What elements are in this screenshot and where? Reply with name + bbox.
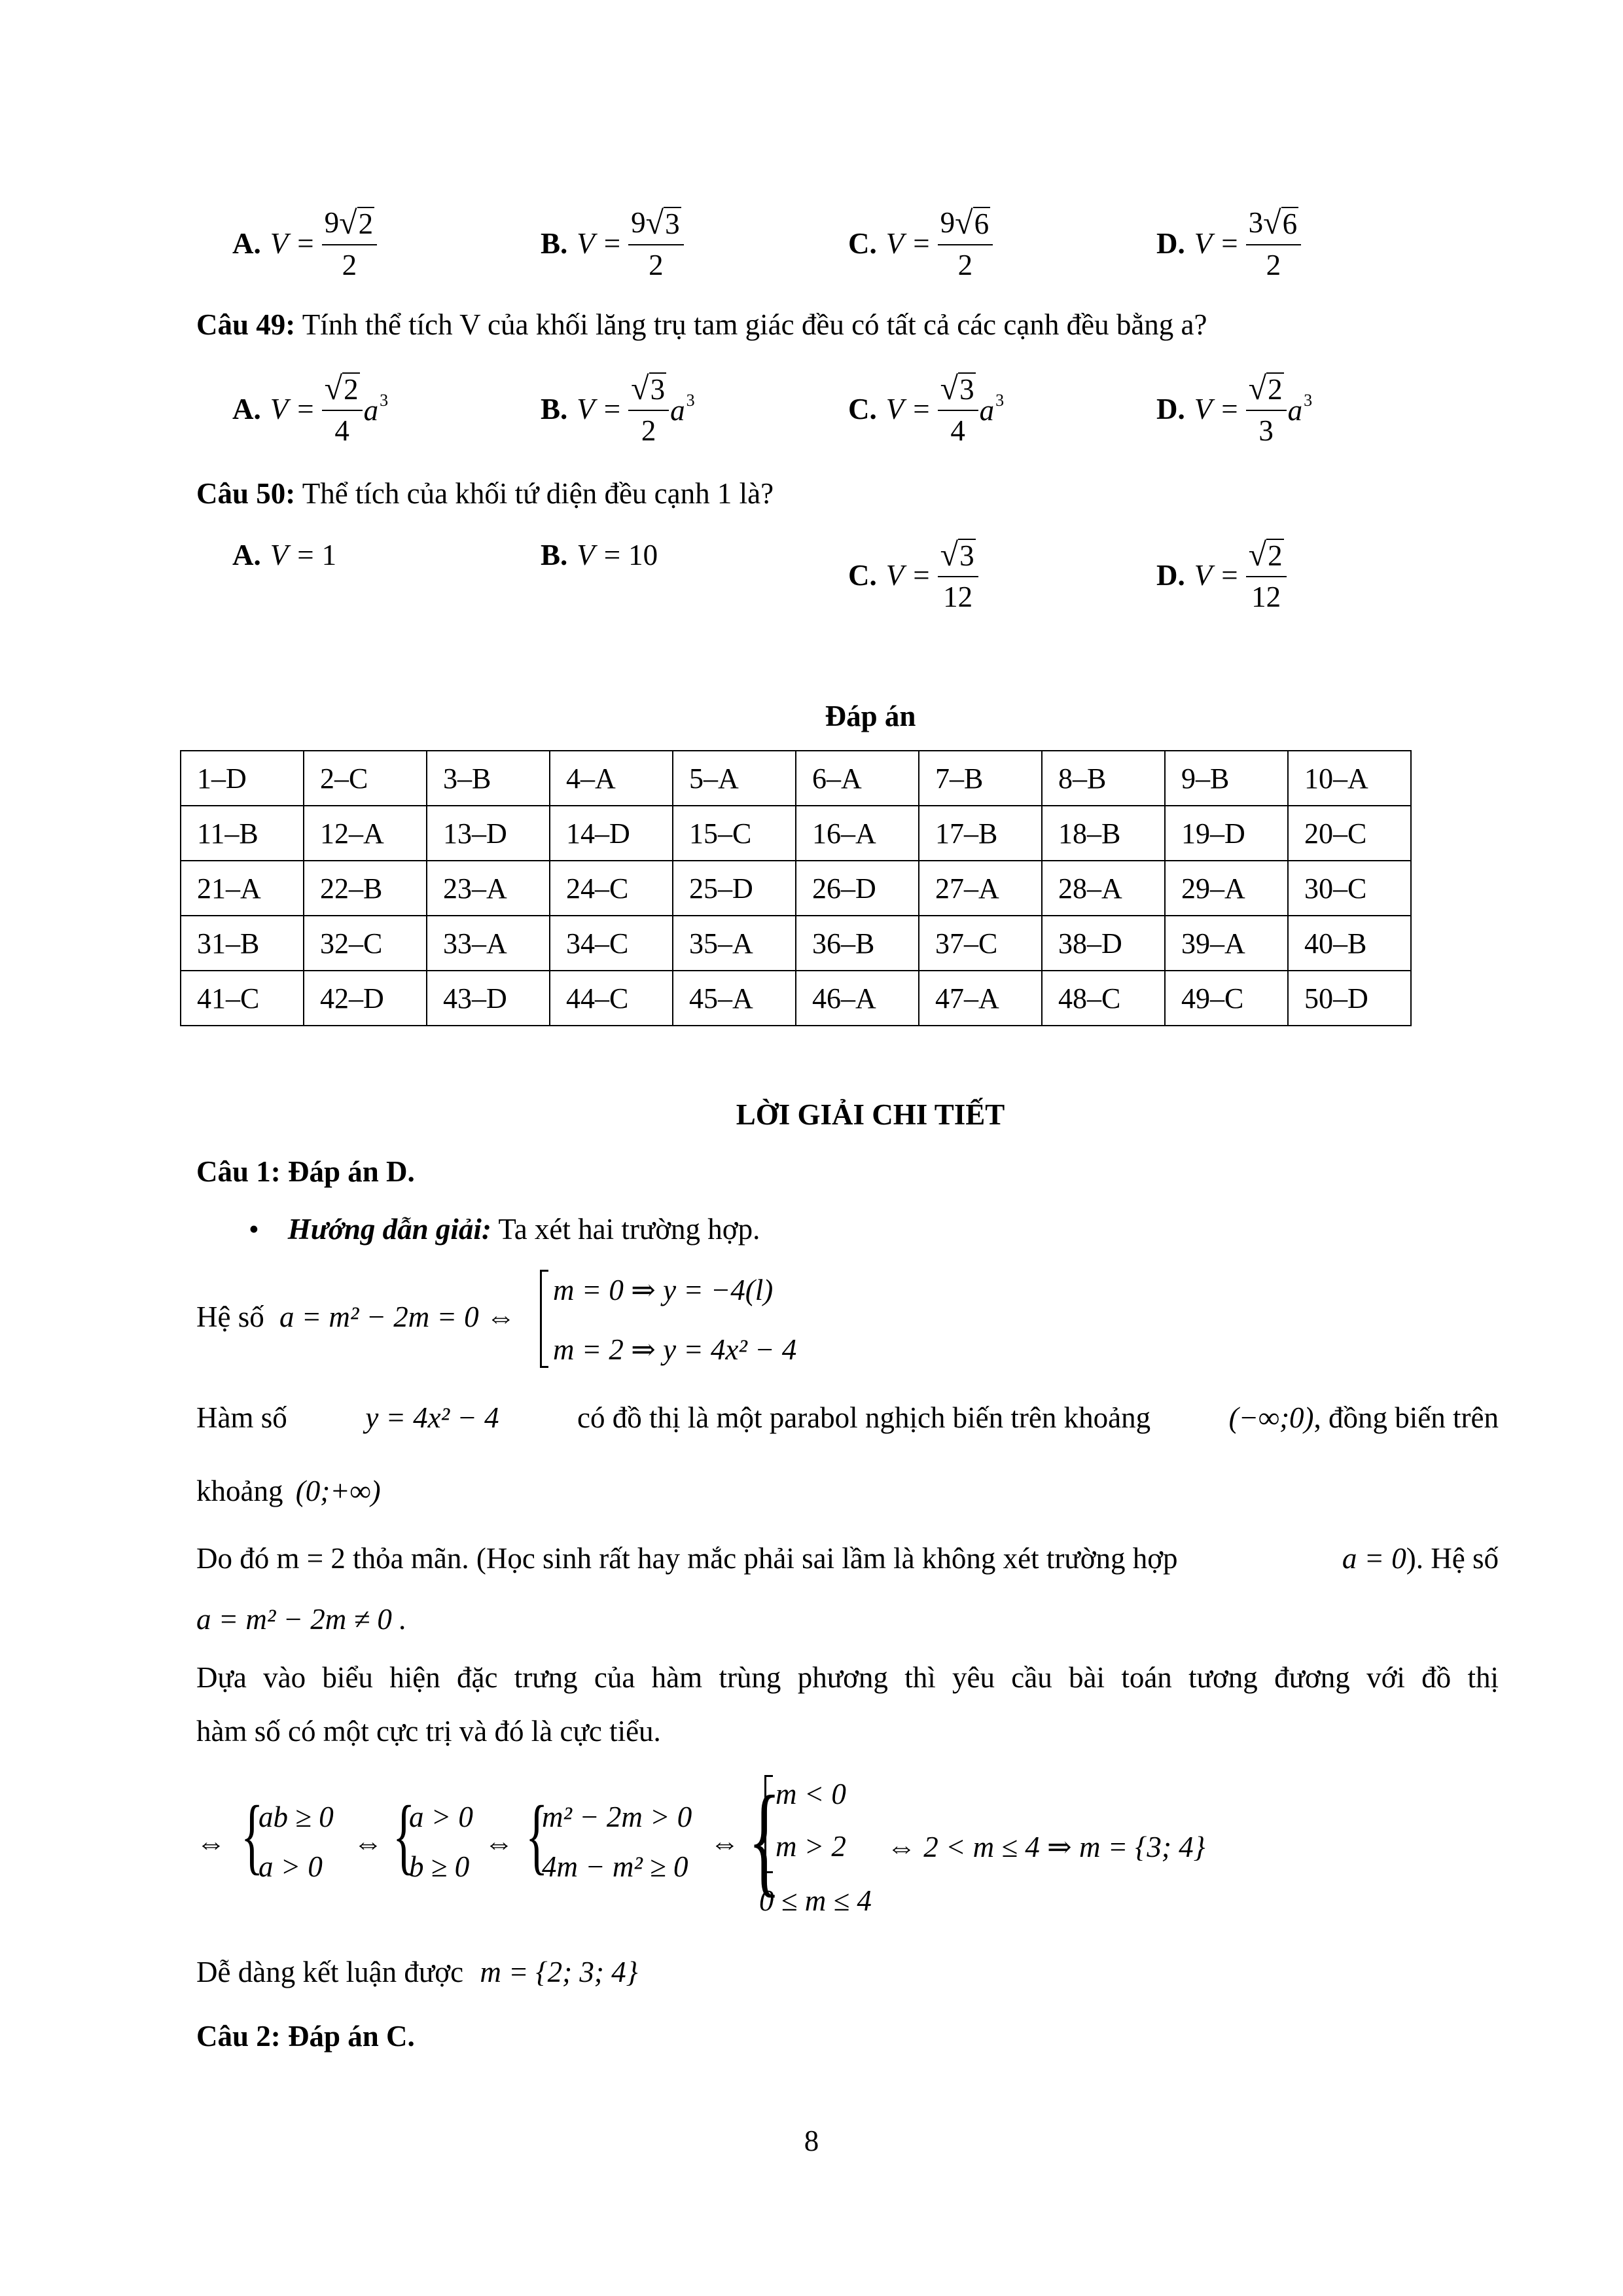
radical-sign: √: [940, 370, 959, 406]
s1-p2-line1: [196, 1541, 1499, 1575]
sys4-or-a: m < 0: [776, 1778, 846, 1810]
option-variable: V: [270, 539, 289, 571]
s1-p1-int1: (−∞;0): [1228, 1401, 1314, 1434]
sys3-a: m² − 2m > 0: [542, 1801, 692, 1833]
s1-p2-b: ). Hệ số: [1406, 1542, 1499, 1575]
option-expression: [886, 372, 1004, 446]
square-root-radicand: 6: [1282, 207, 1298, 240]
s1-p1-d: khoảng: [196, 1475, 283, 1507]
numerator: [1246, 538, 1287, 577]
q49-question: [196, 308, 1207, 342]
coefficient: 3: [1248, 206, 1264, 239]
answer-cell: 44–C: [550, 971, 673, 1026]
radical-sign: √: [645, 204, 664, 241]
answer-cell: 10–A: [1288, 751, 1411, 806]
answer-cell: 19–D: [1165, 806, 1288, 861]
s1-p1-line2: [196, 1474, 381, 1508]
answer-cell: 11–B: [181, 806, 304, 861]
answer-cell: 20–C: [1288, 806, 1411, 861]
answer-cell: 37–C: [919, 916, 1042, 971]
option-variable: V: [1194, 392, 1213, 425]
square-root: [940, 372, 976, 404]
numerator: [322, 372, 363, 411]
s1-p1-line1: [196, 1401, 1499, 1435]
exponent: 3: [995, 390, 1005, 410]
answer-cell: 30–C: [1288, 861, 1411, 916]
answer-cell: 14–D: [550, 806, 673, 861]
s1-p3-line2: hàm số có một cực trị và đó là cực tiểu.: [196, 1715, 661, 1748]
table-row: [181, 751, 1411, 806]
square-root-radicand: 2: [1268, 373, 1283, 406]
square-root: [631, 372, 666, 404]
solution-title: LỜI GIẢI CHI TIẾT: [736, 1098, 1005, 1131]
s1-conclusion-a: Dễ dàng kết luận được: [196, 1956, 464, 1988]
denominator: 2: [649, 249, 664, 281]
answer-cell: 3–B: [427, 751, 550, 806]
answer-cell: 50–D: [1288, 971, 1411, 1026]
answer-cell: 15–C: [673, 806, 796, 861]
answer-cell: 25–D: [673, 861, 796, 916]
option-letter: D.: [1156, 226, 1185, 260]
radical-sign: √: [631, 370, 649, 406]
square-root-radicand: 2: [344, 373, 359, 406]
numerator: [1246, 206, 1301, 245]
option-letter: C.: [848, 392, 877, 425]
answer-cell: 34–C: [550, 916, 673, 971]
answer-cell: 16–A: [796, 806, 919, 861]
option-expression: [886, 206, 993, 280]
answer-cell: 38–D: [1042, 916, 1165, 971]
option-letter: A.: [232, 226, 261, 260]
q49-option-c: [848, 372, 1004, 446]
s1-p1-a: Hàm số: [196, 1401, 287, 1434]
s1-p2-a: Do đó m = 2 thỏa mãn. (Học sinh rất hay mắc phải sai lầm là không xét trường hợp: [196, 1542, 1178, 1575]
option-expression: [577, 206, 683, 280]
equals-sign: =: [603, 226, 621, 260]
sys2-a: a > 0: [409, 1801, 473, 1833]
option-expression: [270, 372, 388, 446]
table-row: [181, 916, 1411, 971]
radical-sign: √: [1248, 536, 1267, 573]
q49-text: Tính thể tích V của khối lăng trụ tam giác đều có tất cả các cạnh đều bằng a?: [302, 308, 1207, 341]
s2-heading: Câu 2: Đáp án C.: [196, 2020, 415, 2053]
q50-option-b: [541, 538, 658, 572]
answer-cell: 23–A: [427, 861, 550, 916]
equals-sign: =: [1221, 226, 1238, 260]
q48-option-d: [1156, 206, 1301, 280]
equals-sign: =: [913, 226, 930, 260]
q50-text: Thể tích của khối tứ diện đều cạnh 1 là?: [302, 477, 774, 510]
answer-cell: 36–B: [796, 916, 919, 971]
option-variable: V: [885, 558, 904, 592]
fraction: [938, 206, 993, 280]
sys1-a: ab ≥ 0: [259, 1801, 334, 1833]
option-variable: V: [1194, 226, 1213, 260]
answer-cell: 43–D: [427, 971, 550, 1026]
answer-cell: 1–D: [181, 751, 304, 806]
option-variable: V: [270, 392, 289, 425]
answer-cell: 6–A: [796, 751, 919, 806]
s1-p2-eq: a = 0: [1342, 1542, 1406, 1575]
s1-conclusion: [196, 1955, 638, 1989]
answer-cell: 41–C: [181, 971, 304, 1026]
q50-label: Câu 50:: [196, 477, 296, 510]
option-value: 10: [628, 539, 658, 571]
square-root-radicand: 3: [959, 373, 974, 406]
s1-case2: m = 2 ⇒ y = 4x² − 4: [553, 1333, 797, 1366]
sys-equiv-4: ⇔: [710, 1827, 740, 1859]
answer-cell: 29–A: [1165, 861, 1288, 916]
answer-cell: 21–A: [181, 861, 304, 916]
answer-cell: 17–B: [919, 806, 1042, 861]
answer-cell: 28–A: [1042, 861, 1165, 916]
sys4-or-bracket: [764, 1775, 766, 1873]
s1-bullet-label: Hướng dẫn giải:: [287, 1213, 491, 1246]
square-root: [955, 206, 990, 239]
fraction: [628, 372, 669, 446]
option-letter: C.: [848, 558, 877, 592]
fraction: [322, 206, 377, 280]
sys1-brace: {: [241, 1789, 264, 1883]
answer-cell: 8–B: [1042, 751, 1165, 806]
answer-cell: 13–D: [427, 806, 550, 861]
q50-option-c: [848, 538, 978, 612]
denominator: 2: [641, 414, 656, 447]
s1-p1-c: , đồng biến trên: [1313, 1401, 1499, 1434]
square-root: [1249, 372, 1284, 404]
equals-sign: =: [297, 392, 314, 425]
radical-sign: √: [339, 204, 357, 241]
denominator: 2: [957, 249, 973, 281]
square-root: [940, 538, 976, 571]
answer-cell: 47–A: [919, 971, 1042, 1026]
page-number: 8: [804, 2125, 819, 2157]
exponent: 3: [686, 390, 695, 410]
sys4-and: 0 ≤ m ≤ 4: [759, 1884, 872, 1917]
option-letter: B.: [541, 226, 568, 260]
equals-sign: =: [913, 392, 930, 425]
exponent: 3: [380, 390, 389, 410]
coefficient: 9: [940, 206, 955, 239]
s1-heading: Câu 1: Đáp án D.: [196, 1155, 415, 1188]
fraction: [1246, 538, 1287, 612]
s1-heso: [196, 1300, 516, 1334]
fraction: [1246, 206, 1301, 280]
equals-sign: =: [913, 558, 930, 592]
fraction: [938, 538, 978, 612]
option-expression: [1194, 538, 1287, 612]
sys4-brace: {: [748, 1771, 781, 1909]
answer-table: [180, 750, 1412, 1026]
option-variable: V: [1194, 558, 1213, 592]
answer-cell: 40–B: [1288, 916, 1411, 971]
option-expression: [1194, 372, 1312, 446]
s1-bullet-text: Ta xét hai trường hợp.: [498, 1213, 760, 1246]
option-letter: B.: [541, 539, 568, 571]
sys-equiv-1: ⇔: [196, 1827, 226, 1859]
answer-cell: 31–B: [181, 916, 304, 971]
square-root: [1263, 206, 1298, 239]
denominator: 12: [943, 581, 973, 613]
radical-sign: √: [955, 204, 973, 241]
s1-heso-label: Hệ số: [196, 1300, 264, 1333]
radical-sign: √: [940, 536, 959, 573]
option-variable: V: [885, 226, 904, 260]
numerator: [938, 372, 978, 411]
denominator: 2: [342, 249, 357, 281]
answer-cell: 4–A: [550, 751, 673, 806]
option-letter: A.: [232, 539, 261, 571]
answer-cell: 22–B: [304, 861, 427, 916]
numerator: [1246, 372, 1287, 411]
equals-sign: =: [297, 226, 314, 260]
answer-cell: 9–B: [1165, 751, 1288, 806]
equals-sign: =: [603, 539, 621, 571]
q50-option-d: [1156, 538, 1287, 612]
numerator: [628, 372, 669, 411]
answer-cell: 12–A: [304, 806, 427, 861]
fraction: [322, 372, 363, 446]
s1-bullet: [249, 1212, 760, 1246]
square-root-radicand: 3: [959, 539, 974, 572]
sys4-or-b: m > 2: [776, 1830, 846, 1863]
denominator: 4: [334, 414, 349, 447]
denominator: 3: [1258, 414, 1274, 447]
s1-p1-b: có đồ thị là một parabol nghịch biến trên khoảng: [577, 1401, 1151, 1434]
sys-equiv-2: ⇔: [353, 1827, 383, 1859]
sys2-b: b ≥ 0: [409, 1850, 470, 1883]
q48-option-c: [848, 206, 993, 280]
q49-label: Câu 49:: [196, 308, 296, 341]
option-expression: [270, 538, 336, 572]
option-letter: C.: [848, 226, 877, 260]
coefficient: 9: [631, 206, 646, 239]
square-root-radicand: 2: [1268, 539, 1283, 572]
option-letter: D.: [1156, 558, 1185, 592]
s1-p3-line1: Dựa vào biểu hiện đặc trưng của hàm trùng phương thì yêu cầu bài toán tương đương với đồ thị: [196, 1661, 1499, 1694]
numerator: [938, 206, 993, 245]
radical-sign: √: [1248, 370, 1267, 406]
square-root: [325, 372, 360, 404]
answer-cell: 35–A: [673, 916, 796, 971]
option-letter: D.: [1156, 392, 1185, 425]
answer-cell: 5–A: [673, 751, 796, 806]
denominator: 2: [1266, 249, 1281, 281]
answer-cell: 42–D: [304, 971, 427, 1026]
option-variable: V: [270, 226, 289, 260]
option-letter: A.: [232, 392, 261, 425]
exponent: 3: [1304, 390, 1313, 410]
table-row: [181, 861, 1411, 916]
table-row: [181, 806, 1411, 861]
option-expression: [577, 538, 658, 572]
square-root: [646, 206, 681, 239]
s1-p1-int2: (0;+∞): [295, 1475, 381, 1507]
answer-cell: 24–C: [550, 861, 673, 916]
option-variable: V: [577, 539, 595, 571]
option-variable: V: [577, 226, 595, 260]
answer-cell: 27–A: [919, 861, 1042, 916]
q48-option-a: [232, 206, 377, 280]
q49-option-d: [1156, 372, 1312, 446]
answer-cell: 18–B: [1042, 806, 1165, 861]
s1-conclusion-b: m = {2; 3; 4}: [480, 1956, 638, 1988]
a-cubed: $a^3$: [363, 390, 389, 427]
fraction: [938, 372, 978, 446]
bullet-icon: •: [249, 1213, 259, 1246]
equals-sign: =: [1221, 558, 1238, 592]
denominator: 12: [1251, 581, 1281, 613]
answer-cell: 7–B: [919, 751, 1042, 806]
radical-sign: √: [324, 370, 343, 406]
a-cubed: $a^3$: [979, 390, 1005, 427]
answer-cell: 48–C: [1042, 971, 1165, 1026]
option-letter: B.: [541, 392, 568, 425]
answer-cell: 39–A: [1165, 916, 1288, 971]
square-root: [1249, 538, 1284, 571]
sys3-brace: {: [526, 1789, 548, 1883]
q49-option-a: [232, 372, 388, 446]
s1-case1: m = 0 ⇒ y = −4(l): [553, 1274, 774, 1306]
square-root-radicand: 2: [358, 207, 374, 240]
answer-cell: 49–C: [1165, 971, 1288, 1026]
square-root-radicand: 3: [665, 207, 680, 240]
denominator: 4: [950, 414, 965, 447]
sys-equiv-3: ⇔: [484, 1827, 514, 1859]
option-expression: [1194, 206, 1301, 280]
equals-sign: =: [603, 392, 621, 425]
table-row: [181, 971, 1411, 1026]
sys2-brace: {: [393, 1789, 416, 1883]
q49-option-b: [541, 372, 695, 446]
square-root-radicand: 6: [974, 207, 990, 240]
fraction: [1246, 372, 1287, 446]
answer-cell: 45–A: [673, 971, 796, 1026]
numerator: [938, 538, 978, 577]
sys1-b: a > 0: [259, 1850, 323, 1883]
sys3-b: 4m − m² ≥ 0: [542, 1850, 688, 1883]
sys-result: ⇔ 2 < m ≤ 4 ⇒ m = {3; 4}: [887, 1831, 1205, 1863]
radical-sign: √: [1263, 204, 1281, 241]
answer-cell: 33–A: [427, 916, 550, 971]
a-cubed: $a^3$: [670, 390, 695, 427]
q50-question: [196, 476, 774, 511]
option-value: 1: [321, 539, 337, 571]
s1-p2-line2: a = m² − 2m ≠ 0 .: [196, 1603, 407, 1636]
option-expression: [886, 538, 978, 612]
a-cubed: $a^3$: [1287, 390, 1313, 427]
option-expression: [270, 206, 377, 280]
equals-sign: =: [297, 539, 314, 571]
numerator: [322, 206, 377, 245]
equals-sign: =: [1221, 392, 1238, 425]
answer-title: Đáp án: [825, 700, 916, 732]
fraction: [628, 206, 683, 280]
q48-option-b: [541, 206, 684, 280]
case-bracket: [540, 1270, 542, 1368]
answer-cell: 46–A: [796, 971, 919, 1026]
square-root: [339, 206, 374, 239]
square-root-radicand: 3: [650, 373, 666, 406]
answer-cell: 2–C: [304, 751, 427, 806]
q50-option-a: [232, 538, 336, 572]
s1-heso-eq: a = m² − 2m = 0 ⇔: [279, 1300, 516, 1333]
answer-cell: 32–C: [304, 916, 427, 971]
numerator: [628, 206, 683, 245]
answer-cell: 26–D: [796, 861, 919, 916]
s1-p1-fn: y = 4x² − 4: [365, 1401, 499, 1434]
option-expression: [577, 372, 694, 446]
coefficient: 9: [324, 206, 340, 239]
option-variable: V: [885, 392, 904, 425]
option-variable: V: [577, 392, 595, 425]
